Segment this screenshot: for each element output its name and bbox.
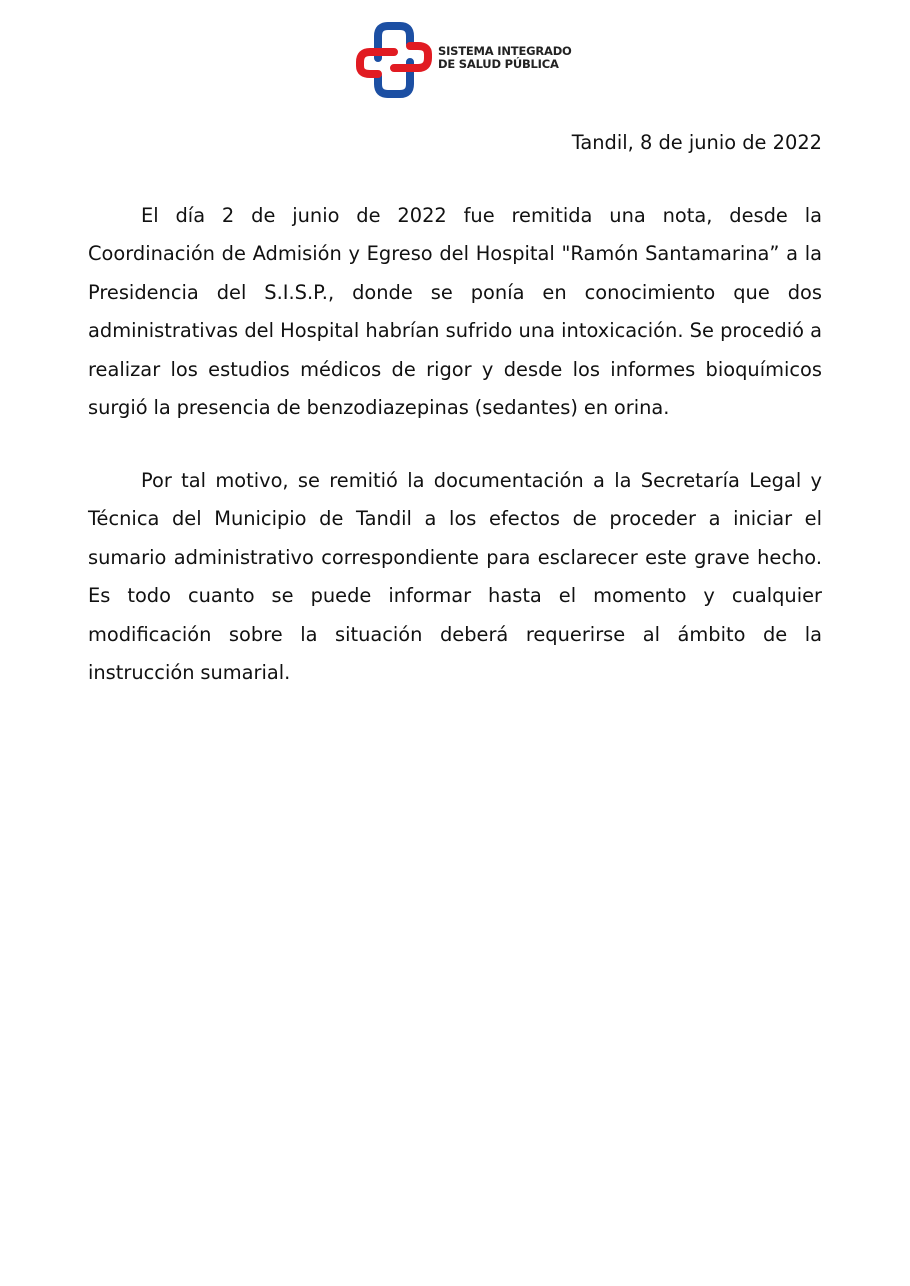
- letterhead: [356, 22, 576, 98]
- organization-name-line1: SISTEMA INTEGRADO: [438, 44, 572, 58]
- organization-name-line2: DE SALUD PÚBLICA: [438, 57, 559, 71]
- body-paragraph-1: [88, 197, 822, 427]
- paragraph-text: El día 2 de junio de 2022 fue remitida una nota, desde la Coordinación de Admisión y Egreso del Hospital "Ramón Santamarina” a la Presidencia del S.I.S.P., donde se ponía en conocimiento que dos administrativas del Hospital habrían sufrido una intoxicación. Se procedió a realizar los estudios médicos de rigor y desde los informes bioquímicos surgió la presencia de benzodiazepinas (sedantes) en orina.: [88, 204, 822, 420]
- organization-name: [438, 45, 572, 71]
- paragraph-text: Por tal motivo, se remitió la documentación a la Secretaría Legal y Técnica del Municipio de Tandil a los efectos de proceder a iniciar el sumario administrativo correspondiente para esclarecer este grave hecho. Es todo cuanto se puede informar hasta el momento y cualquier modificación sobre la situación deberá requerirse al ámbito de la instrucción sumarial.: [88, 469, 822, 685]
- body-paragraph-2: [88, 462, 822, 692]
- sisp-logo-icon: [356, 22, 432, 98]
- document-date: Tandil, 8 de junio de 2022: [571, 131, 822, 154]
